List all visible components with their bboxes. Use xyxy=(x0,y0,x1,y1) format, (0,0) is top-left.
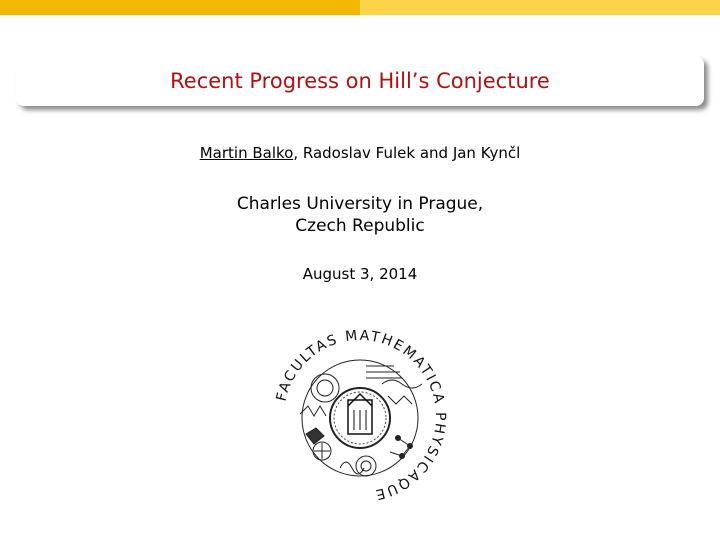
seal-ring-text: FACULTAS MATHEMATICA PHYSICAQUE xyxy=(273,327,449,503)
page-title: Recent Progress on Hill’s Conjecture xyxy=(170,69,550,93)
top-bar-left-segment xyxy=(0,0,360,15)
top-bar-right-segment xyxy=(360,0,720,15)
faculty-seal-logo xyxy=(270,326,450,506)
institute xyxy=(0,193,720,237)
seal-graphic xyxy=(270,326,450,506)
presenter-name: Martin Balko xyxy=(199,144,294,162)
top-decoration-bar xyxy=(0,0,720,15)
title-block xyxy=(16,56,704,106)
presentation-date: August 3, 2014 xyxy=(302,265,418,283)
institute-line-1: Charles University in Prague, xyxy=(236,194,484,214)
co-authors: , Radoslav Fulek and Jan Kynčl xyxy=(293,144,521,162)
author-list xyxy=(0,143,720,163)
institute-line-2: Czech Republic xyxy=(295,216,425,236)
